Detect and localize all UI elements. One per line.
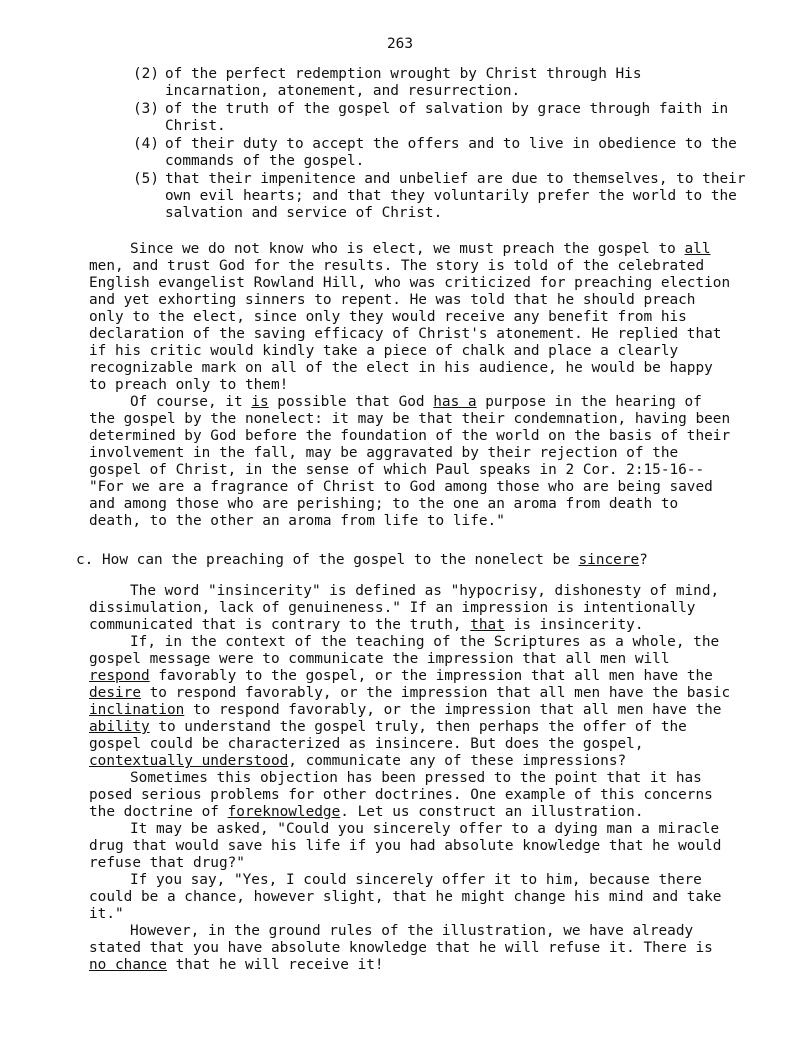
paragraph-block-1 (89, 241, 734, 530)
paragraph-nonelect-purpose (89, 394, 734, 530)
list-item-number: (5) (133, 171, 159, 187)
underlined-text: no chance (89, 957, 167, 973)
numbered-list (133, 66, 748, 223)
text-run: Sometimes this objection has been pressed to the point that it has posed serious problems for other doctrines. One example of this concerns the doctrine of (89, 770, 713, 820)
text-run: Since we do not know who is elect, we must preach the gospel to (130, 241, 685, 257)
list-item-number: (3) (133, 101, 159, 117)
list-item (133, 136, 748, 170)
section-label: c. (76, 552, 94, 568)
paragraph-conclusion (89, 923, 734, 974)
underlined-text: has a (433, 394, 477, 410)
paragraph-election (89, 241, 734, 394)
underlined-text: ability (89, 719, 150, 735)
text-run: Of course, it (130, 394, 252, 410)
paragraph-insincerity (89, 583, 734, 634)
underlined-text: all (684, 241, 711, 257)
text-run: possible that God (268, 394, 434, 410)
paragraph-answer: If you say, "Yes, I could sincerely offer it to him, because there could be a chance, however slight, that he might change his mind and take it." (89, 872, 722, 922)
list-item-text: that their impenitence and unbelief are due to themselves, to their own evil hearts; and that they voluntarily prefer the world to the salvation and service of Christ. (165, 171, 746, 221)
text-run: is insincerity. (504, 617, 644, 633)
list-item-text: of the perfect redemption wrought by Christ through His incarnation, atonement, and resurrection. (165, 66, 642, 99)
text-run: to respond favorably, or the impression that all men have the (184, 702, 722, 718)
list-item-text: of the truth of the gospel of salvation by grace through faith in Christ. (165, 101, 729, 134)
paragraph-question: It may be asked, "Could you sincerely offer to a dying man a miracle drug that would save his life if you had absolute knowledge that he would refuse that drug?" (89, 821, 722, 871)
text-run: , communicate any of these impressions? (288, 753, 627, 769)
text-run: However, in the ground rules of the illustration, we have already stated that you have absolute knowledge that he will refuse it. There is (89, 923, 713, 956)
list-item-text: of their duty to accept the offers and to live in obedience to the commands of the gospel. (165, 136, 737, 169)
underlined-text: inclination (89, 702, 185, 718)
text-run: that he will receive it! (166, 957, 384, 973)
paragraph-block-2 (89, 583, 734, 974)
text-run: favorably to the gospel, or the impression that all men have the (149, 668, 713, 684)
underlined-text: respond (89, 668, 150, 684)
underlined-text: that (470, 617, 505, 633)
section-heading-c (76, 552, 736, 569)
list-item-number: (4) (133, 136, 159, 152)
underlined-text: foreknowledge (227, 804, 341, 820)
text-run: to understand the gospel truly, then perhaps the offer of the gospel could be characterized as insincere. But does the gospel, (89, 719, 687, 752)
list-item (133, 66, 748, 100)
text-run: ? (639, 552, 648, 568)
text-run: to respond favorably, or the impression that all men have the basic (140, 685, 731, 701)
list-item (133, 101, 748, 135)
page-number: 263 (387, 36, 413, 52)
underlined-text: contextually understood (89, 753, 289, 769)
text-run: . Let us construct an illustration. (340, 804, 644, 820)
underlined-text: desire (89, 685, 141, 701)
text-run: If, in the context of the teaching of the Scriptures as a whole, the gospel message were to communicate the impression that all men will (89, 634, 720, 667)
paragraph-impressions (89, 634, 734, 770)
underlined-text: sincere (578, 552, 640, 568)
paragraph-foreknowledge (89, 770, 734, 821)
underlined-text: is (251, 394, 269, 410)
text-run: purpose in the hearing of the gospel by the nonelect: it may be that their condemnation, having been determined by God before the foundation of the world on the basis of their involvement in the fall, may be aggravated by their rejection of the gospel of Christ, in the sense of which Paul speaks in 2 Cor. 2:15-16--"For we are a fragrance of Christ to God among those who are being saved and among those who are perishing; to the one an aroma from death to death, to the other an aroma from life to life." (89, 394, 731, 529)
list-item (133, 171, 748, 222)
text-run: The word "insincerity" is defined as "hypocrisy, dishonesty of mind, dissimulation, lack of genuineness." If an impression is intentionally communicated that is contrary to the truth, (89, 583, 720, 633)
section-question: How can the preaching of the gospel to the nonelect be (102, 552, 579, 568)
list-item-number: (2) (133, 66, 159, 82)
text-run: men, and trust God for the results. The story is told of the celebrated English evangelist Rowland Hill, who was criticized for preaching election and yet exhorting sinners to repent. He was told that he should preach only to the elect, since only they would receive any benefit from his declaration of the saving efficacy of Christ's atonement. He replied that if his critic would kindly take a piece of chalk and place a clearly recognizable mark on all of the elect in his audience, he would be happy to preach only to them! (89, 258, 731, 393)
